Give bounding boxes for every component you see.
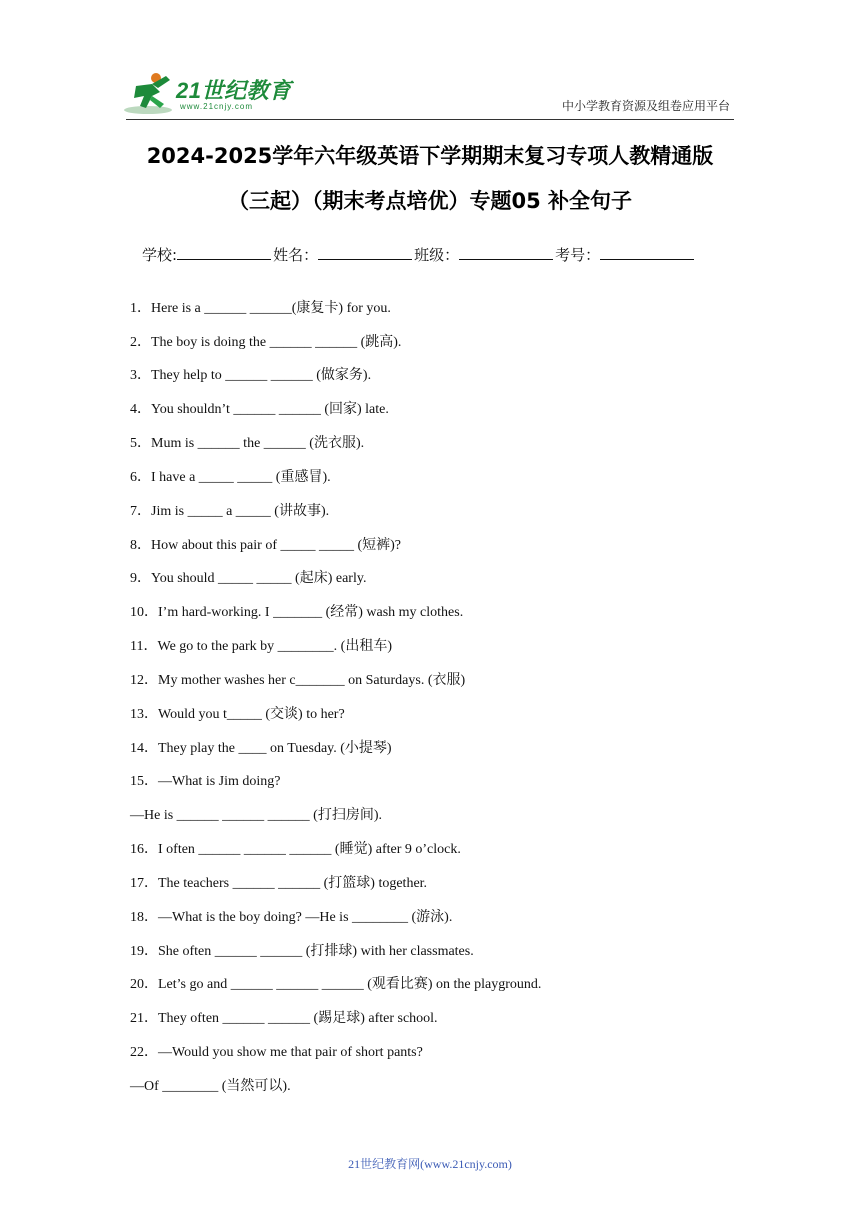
title-line-1: 2024-2025学年六年级英语下学期期末复习专项人教精通版 [146,144,714,168]
question-13: 13．Would you t_____ (交谈) to her? [130,707,345,722]
question-22: 22．—Would you show me that pair of short pants? [130,1045,423,1060]
question-10: 10．I’m hard-working. I _______ (经常) wash my clothes. [130,605,464,620]
name-label: 姓名： [273,246,319,264]
question-4: 4．You shouldn’t ______ ______ (回家) late. [130,402,389,417]
question-14: 14．They play the ____ on Tuesday. (小提琴) [130,741,392,756]
logo-url: www.21cnjy.com [180,102,253,111]
name-field[interactable] [318,245,412,260]
question-9: 9．You should _____ _____ (起床) early. [130,571,367,586]
question-20: 20．Let’s go and ______ ______ ______ (观看比赛) on the playground. [130,977,542,992]
runner-logo-icon [122,70,176,116]
question-22-answer: —Of ________ (当然可以). [130,1079,291,1094]
question-1: 1．Here is a ______ ______(康复卡) for you. [130,301,391,316]
school-label: 学校: [142,246,178,264]
logo-text: 21世纪教育 [176,78,292,103]
question-2: 2．The boy is doing the ______ ______ (跳高). [130,335,402,350]
question-6: 6．I have a _____ _____ (重感冒). [130,470,331,485]
question-15-answer: —He is ______ ______ ______ (打扫房间). [130,808,382,823]
question-19: 19．She often ______ ______ (打排球) with her classmates. [130,944,474,959]
footer-link[interactable]: 21世纪教育网(www.21cnjy.com) [348,1157,512,1171]
question-16: 16．I often ______ ______ ______ (睡觉) after 9 o’clock. [130,842,461,857]
question-21: 21．They often ______ ______ (踢足球) after school. [130,1011,438,1026]
title-line-2: （三起）（期末考点培优）专题05 补全句子 [227,189,633,213]
student-info [142,244,696,265]
page-header [0,0,860,120]
question-18: 18．—What is the boy doing? —He is ________ (游泳). [130,910,453,925]
question-11: 11．We go to the park by ________. (出租车) [130,639,392,654]
platform-label: 中小学教育资源及组卷应用平台 [561,99,730,113]
question-12: 12．My mother washes her c_______ on Saturdays. (衣服) [130,673,466,688]
question-17: 17．The teachers ______ ______ (打篮球) together. [130,876,428,891]
class-field[interactable] [459,245,553,260]
class-label: 班级： [414,246,460,264]
header-divider [126,119,734,120]
number-field[interactable] [600,245,694,260]
question-8: 8．How about this pair of _____ _____ (短裤)? [130,538,402,553]
question-3: 3．They help to ______ ______ (做家务). [130,368,372,383]
number-label: 考号： [555,246,601,264]
question-7: 7．Jim is _____ a _____ (讲故事). [130,504,330,519]
question-5: 5．Mum is ______ the ______ (洗衣服). [130,436,365,451]
logo [122,70,292,116]
school-field[interactable] [177,245,271,260]
question-15: 15．—What is Jim doing? [130,774,281,789]
